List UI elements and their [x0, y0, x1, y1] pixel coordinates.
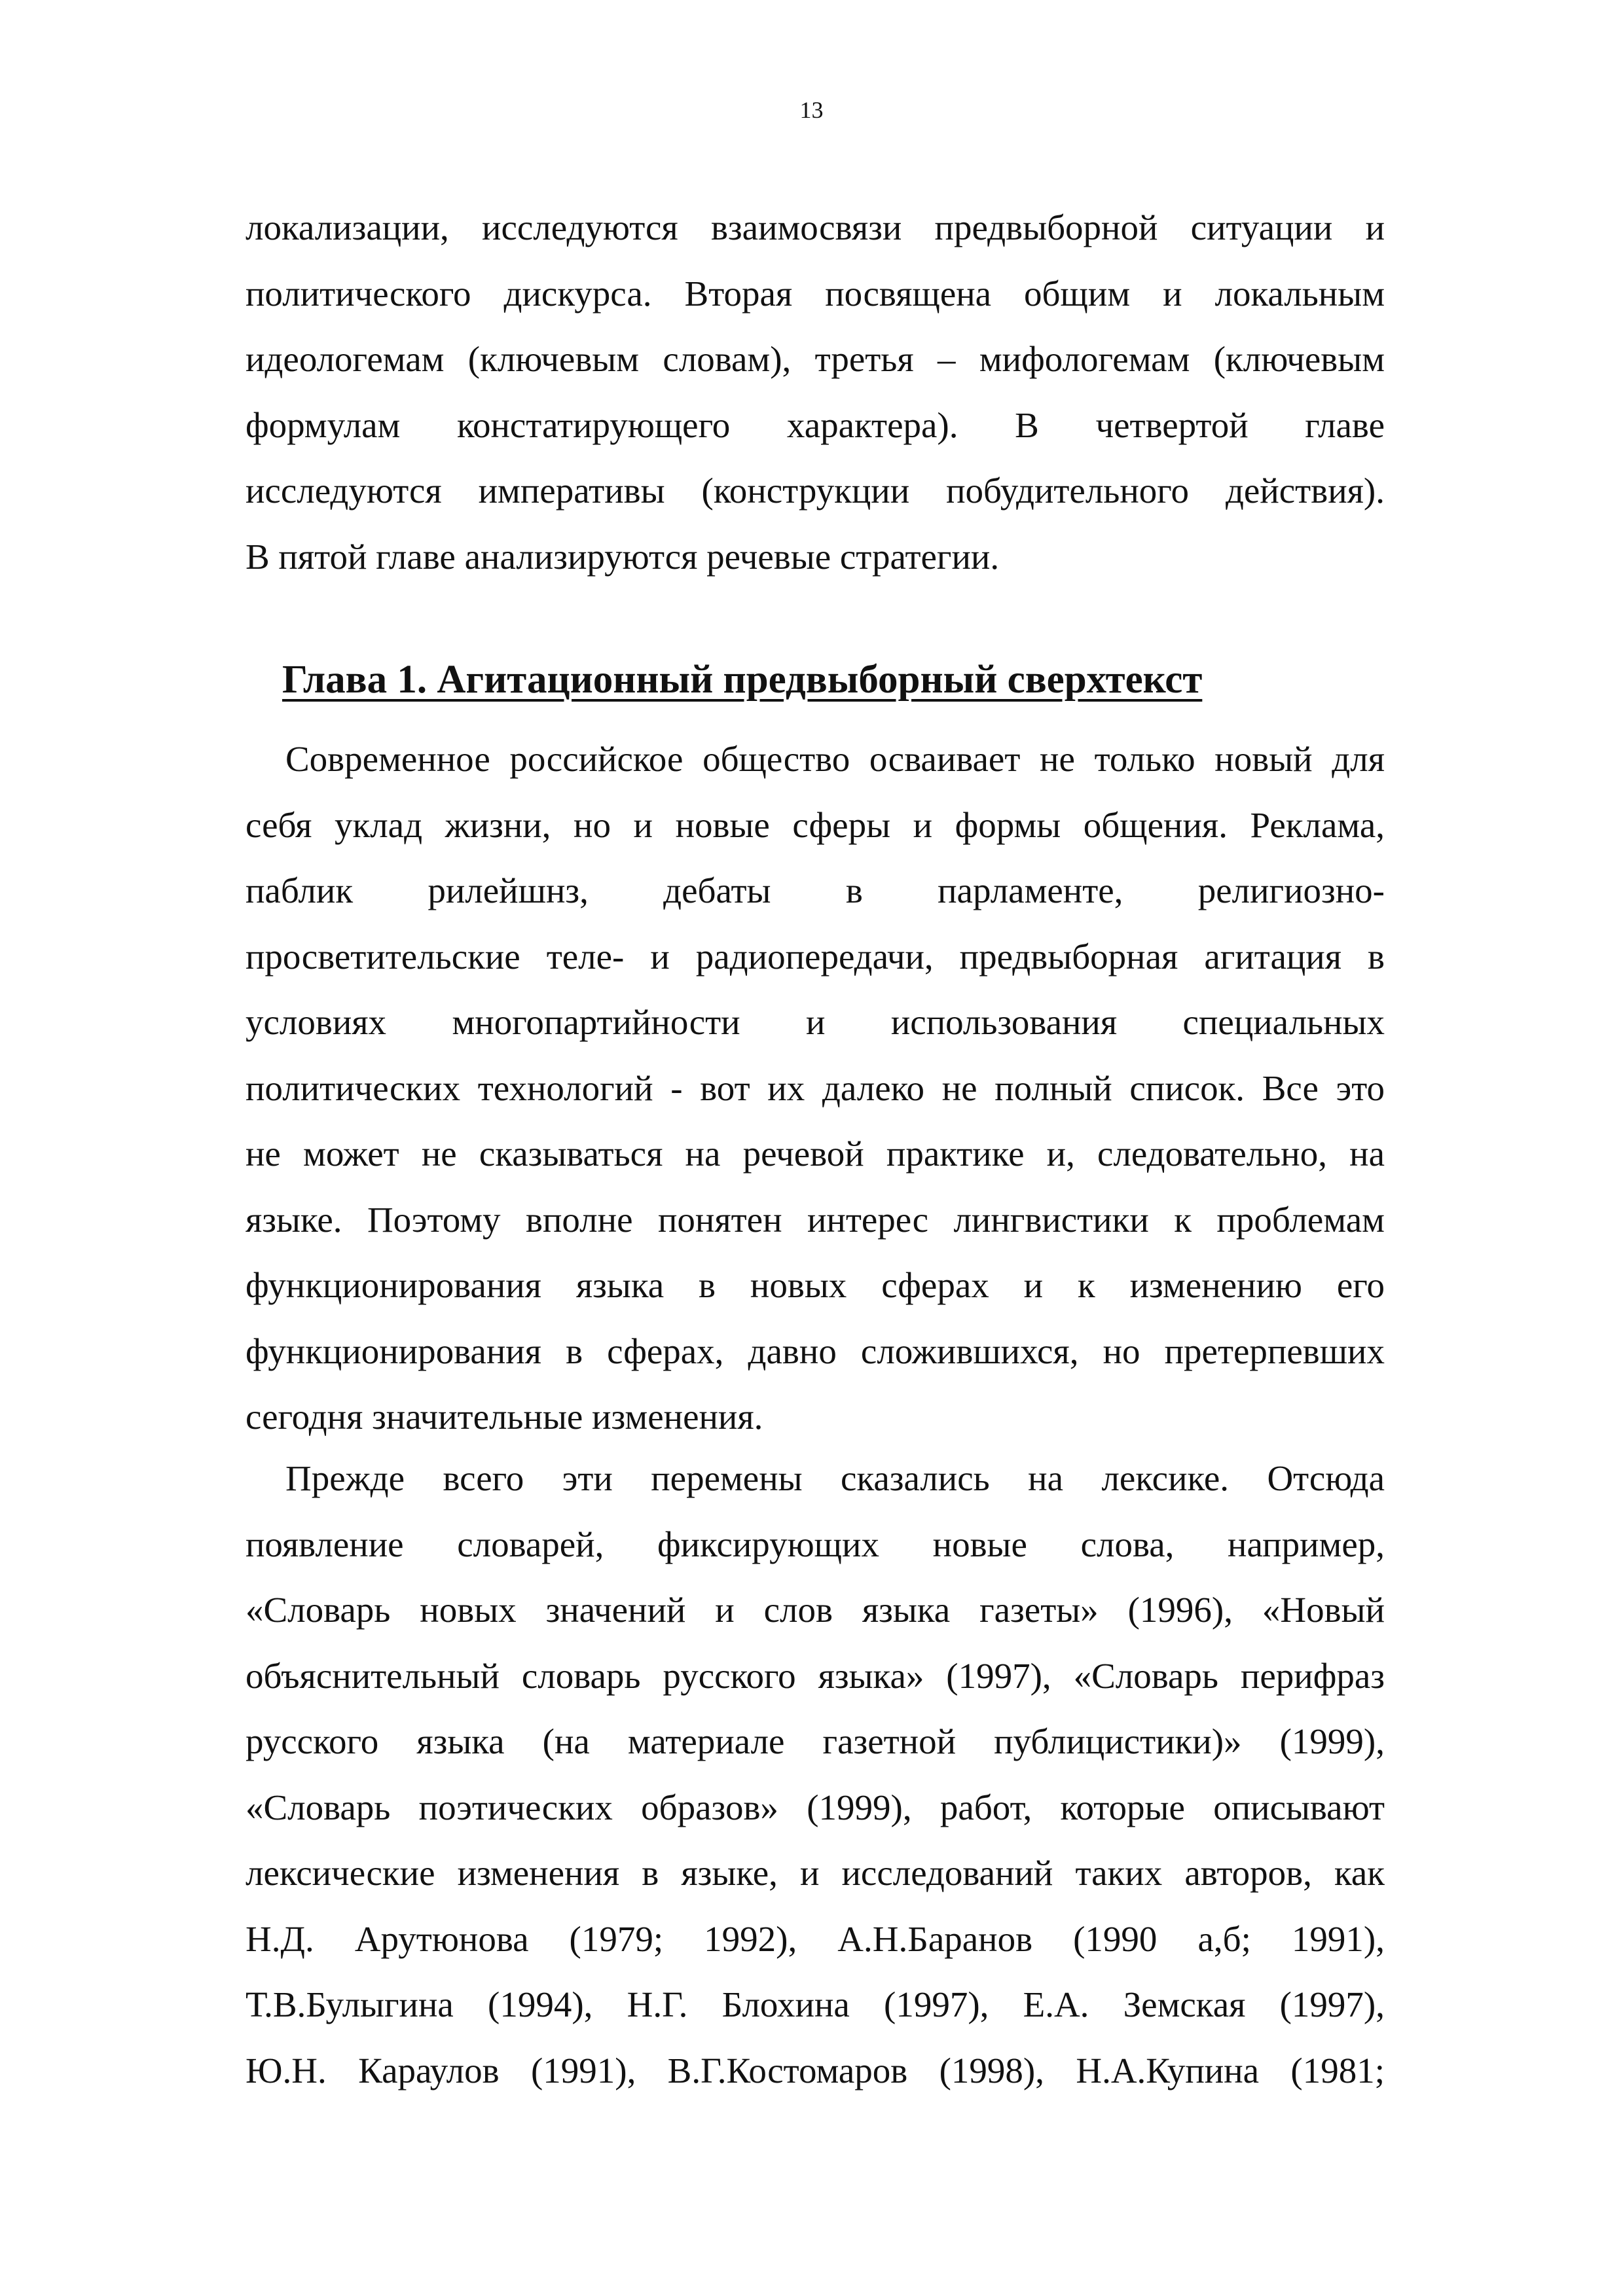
text-line: политического дискурса. Вторая посвящена общим и локальным: [246, 273, 1385, 314]
text-line: русского языка (на материале газетной публицистики)» (1999),: [246, 1721, 1385, 1761]
text-line: Т.В.Булыгина (1994), Н.Г. Блохина (1997), Е.А. Земская (1997),: [246, 1984, 1385, 2024]
page-number: 13: [799, 97, 824, 123]
text-line: «Словарь новых значений и слов языка газеты» (1996), «Новый: [246, 1590, 1385, 1630]
text-line: исследуются императивы (конструкции побудительного действия).: [246, 471, 1385, 511]
chapter-title: Глава 1. Агитационный предвыборный сверхтекст: [282, 658, 1203, 702]
text-line: лексические изменения в языке, и исследований таких авторов, как: [246, 1853, 1385, 1893]
text-line: объяснительный словарь русского языка» (1997), «Словарь перифраз: [246, 1655, 1385, 1696]
text-line: Прежде всего эти перемены сказались на лексике. Отсюда: [285, 1458, 1385, 1498]
text-line: себя уклад жизни, но и новые сферы и формы общения. Реклама,: [246, 804, 1385, 845]
paragraph-1: [246, 726, 1385, 1450]
text-line: политических технологий - вот их далеко не полный список. Все это: [246, 1067, 1385, 1108]
text-line: В пятой главе анализируются речевые стратегии.: [246, 536, 1000, 577]
text-line: формулам констатирующего характера). В четвертой главе: [246, 404, 1385, 445]
text-line: сегодня значительные изменения.: [246, 1397, 763, 1437]
intro-paragraph: [246, 195, 1385, 590]
text-line: условиях многопартийности и использования специальных: [246, 1002, 1385, 1042]
text-line: Современное российское общество осваивает не только новый для: [285, 739, 1385, 779]
text-line: идеологемам (ключевым словам), третья – мифологемам (ключевым: [246, 339, 1385, 379]
text-line: Ю.Н. Караулов (1991), В.Г.Костомаров (1998), Н.А.Купина (1981;: [246, 2050, 1385, 2090]
text-line: «Словарь поэтических образов» (1999), работ, которые описывают: [246, 1787, 1385, 1827]
text-line: функционирования языка в новых сферах и к изменению его: [246, 1265, 1385, 1305]
text-line: Н.Д. Арутюнова (1979; 1992), А.Н.Баранов (1990 а,б; 1991),: [246, 1918, 1385, 1959]
text-line: языке. Поэтому вполне понятен интерес лингвистики к проблемам: [246, 1199, 1385, 1240]
text-line: локализации, исследуются взаимосвязи предвыборной ситуации и: [246, 207, 1385, 247]
text-line: функционирования в сферах, давно сложившихся, но претерпевших: [246, 1331, 1385, 1371]
text-line: не может не сказываться на речевой практике и, следовательно, на: [246, 1134, 1385, 1174]
paragraph-2: [246, 1446, 1385, 2104]
text-line: появление словарей, фиксирующих новые слова, например,: [246, 1524, 1385, 1564]
text-line: паблик рилейшнз, дебаты в парламенте, религиозно-: [246, 870, 1385, 910]
text-line: просветительские теле- и радиопередачи, предвыборная агитация в: [246, 936, 1385, 977]
